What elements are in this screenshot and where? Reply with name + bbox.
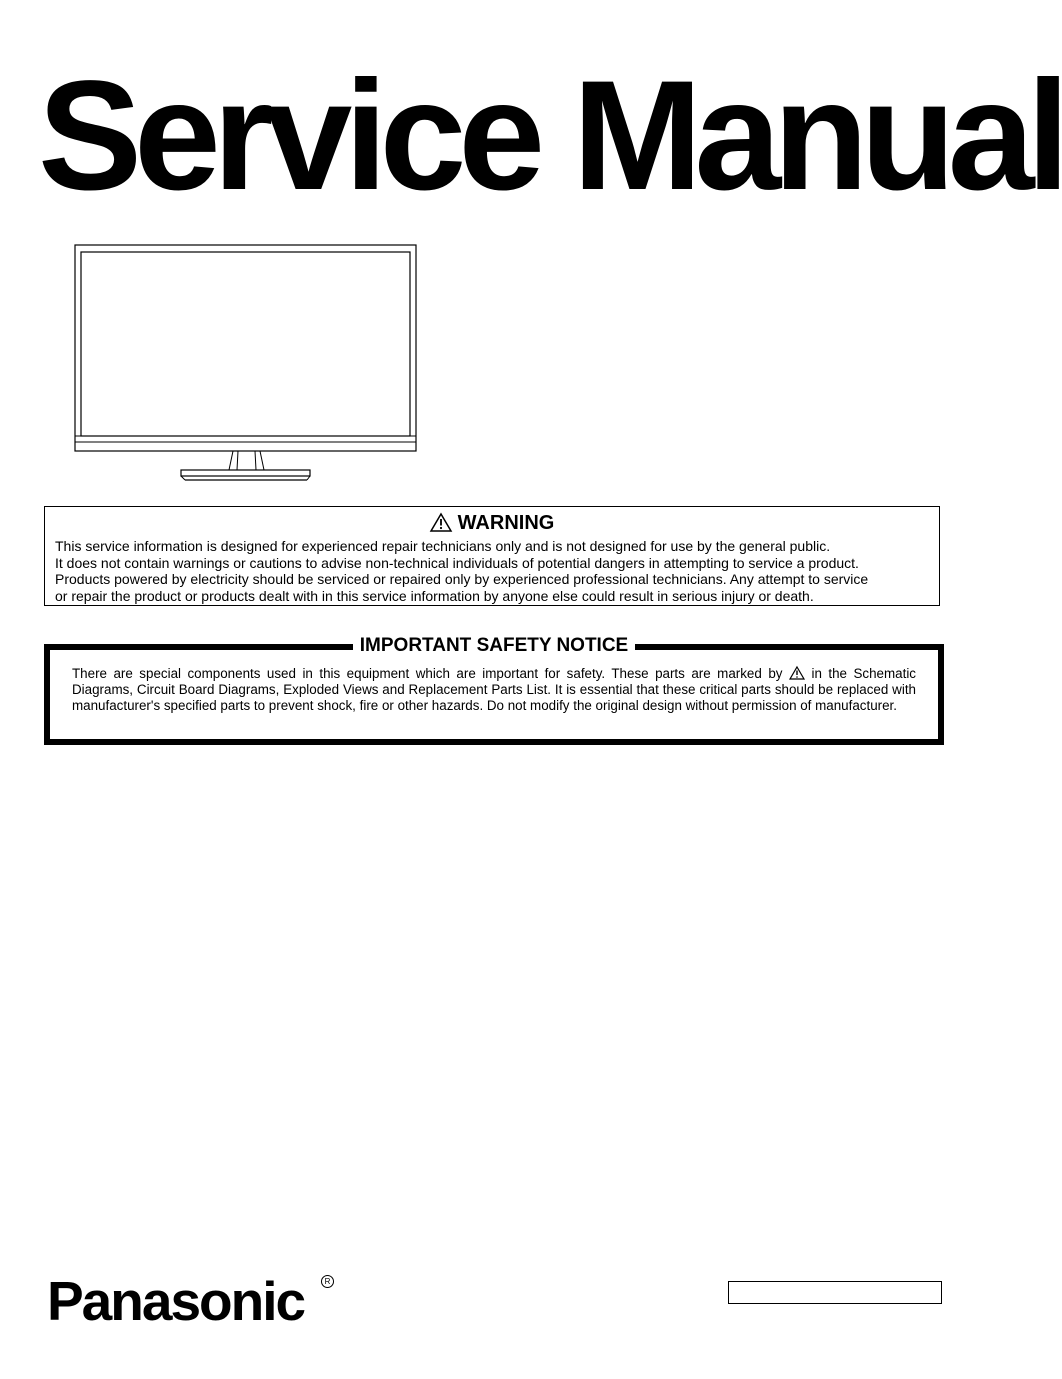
safety-text-part: in the Schematic Diagrams, Circuit Board Diagrams, Exploded Views and Replacement Parts List. It is essential that these critical parts should be replaced with manufacturer's specified parts to prevent shock, fire or other hazards. Do not modify the original design without permission of manufacturer. bbox=[72, 666, 916, 714]
page-title: Service Manual bbox=[38, 49, 1062, 223]
warning-line: This service information is designed for experienced repair technicians only and is not designed for use by the general public. bbox=[55, 538, 831, 554]
tv-illustration bbox=[74, 244, 418, 484]
safety-notice-box bbox=[44, 635, 944, 745]
warning-triangle-icon bbox=[430, 513, 452, 532]
warning-line: or repair the product or products dealt with in this service information by anyone else could result in serious injury or death. bbox=[55, 587, 814, 604]
panasonic-logo: Panasonic bbox=[47, 1270, 305, 1332]
safety-notice-title: IMPORTANT SAFETY NOTICE bbox=[353, 635, 635, 657]
warning-title: WARNING bbox=[457, 512, 555, 534]
registered-mark-icon: R bbox=[321, 1275, 334, 1288]
safety-notice-text bbox=[72, 666, 916, 715]
warning-line: Products powered by electricity should be serviced or repaired only by experienced professional technicians. Any attempt to service bbox=[55, 571, 869, 587]
warning-triangle-icon bbox=[789, 666, 805, 680]
warning-heading bbox=[45, 511, 939, 535]
warning-line: It does not contain warnings or cautions to advise non-technical individuals of potential dangers in attempting to service a product. bbox=[55, 554, 859, 571]
model-number-box bbox=[728, 1281, 942, 1304]
warning-box bbox=[44, 506, 940, 606]
safety-text-part: There are special components used in this equipment which are important for safety. These parts are marked by bbox=[72, 666, 783, 681]
